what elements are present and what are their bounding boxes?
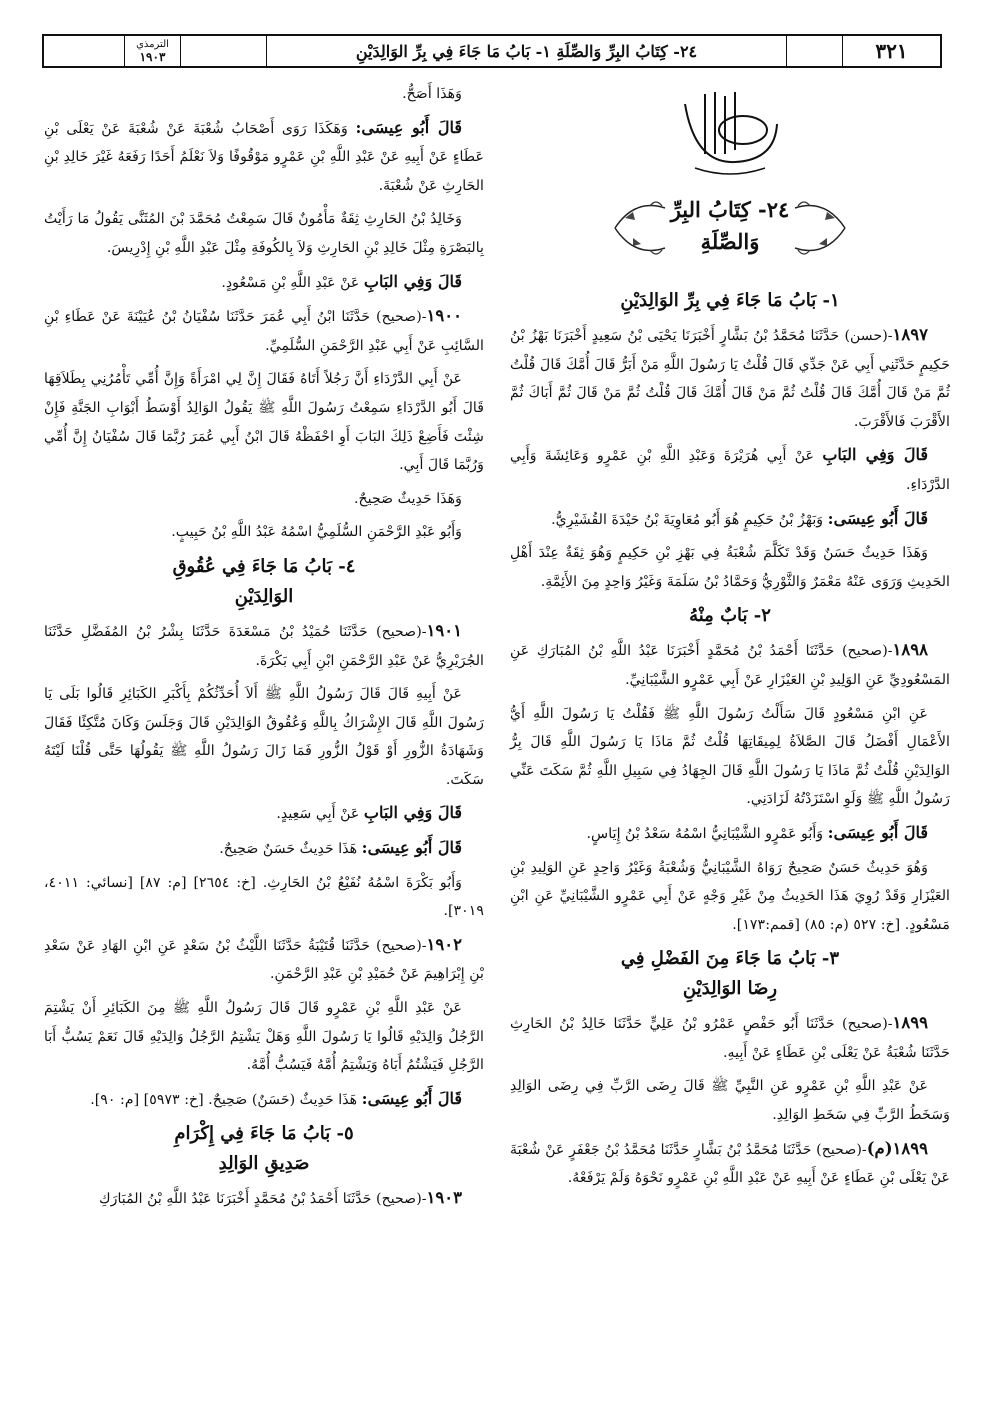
paragraph-text: هَذَا حَدِيثٌ (حَسَنٌ) صَحِيحٌ. [خ: ٥٩٧٣] [م: ٩٠].	[90, 1091, 358, 1108]
basmala-calligraphy-icon	[665, 84, 795, 180]
reference-label: الترمذي	[136, 39, 169, 50]
right-column	[510, 80, 950, 1193]
hadith-1898	[510, 636, 950, 694]
paragraph: وَهَذَا حَدِيثٌ صَحِيحٌ.	[354, 490, 462, 507]
paragraph: وَأَبُو بَكْرَةَ اسْمُهُ نُفَيْعُ بْنُ الحَارِثِ. [خ: ٢٦٥٤] [م: ٨٧] [نسائي: ٤٠١١، ٣٠١٩].	[44, 874, 484, 920]
chapter-heading: ١- بَابُ مَا جَاءَ فِي بِرِّ الوَالِدَيْنِ	[620, 290, 840, 311]
reference-box	[124, 36, 180, 66]
hadith-text: -(صحيح) حَدَّثَنَا أَبُو حَفْصٍ عَمْرُو بْنُ عَلِيٍّ حَدَّثَنَا خَالِدُ بْنُ الحَارِثِ حَدَّثَنَا شُعْبَةُ عَنْ يَعْلَى بْنِ عَطَاءٍ عَنْ أَبِيهِ.	[510, 1016, 950, 1061]
book-title-line: ٢٤- كِتَابُ البِرِّ	[670, 197, 790, 222]
hadith-1903	[44, 1184, 484, 1214]
hadith-number: ١٨٩٩(م)	[866, 1138, 928, 1158]
hadith-1899m	[510, 1135, 950, 1193]
paragraph: وَأَبُو عَبْدِ الرَّحْمَنِ السُّلَمِيُّ اسْمُهُ عَبْدُ اللَّهِ بْنُ حَبِيبٍ.	[171, 524, 462, 541]
keyword: قَالَ أَبُو عِيسَى:	[355, 117, 462, 137]
chapter-heading-line: ٣- بَابُ مَا جَاءَ مِنَ الفَضْلِ فِي	[620, 948, 840, 970]
keyword: قَالَ أَبُو عِيسَى:	[361, 838, 462, 858]
paragraph: عَنْ أَبِي الدَّرْدَاءِ أَنَّ رَجُلاً أَتَاهُ فَقَالَ إِنَّ لِي امْرَأَةً وَإِنَّ أُمِّي تَأْمُرُنِي بِطَلاَقِهَا قَالَ أَبُو الدَّرْدَاءِ سَمِعْتُ رَسُولَ اللَّهِ ﷺ يَقُولُ الوَالِدُ أَوْسَطُ أَبْوَابِ الجَنَّةِ فَإِنْ شِئْتَ فَأَضِعْ ذَلِكَ البَابَ أَوِ احْفَظْهُ قَالَ ابْنُ أَبِي عُمَرَ رُبَّمَا قَالَ سُفْيَانُ إِنَّ أُمِّي وَرُبَّمَا قَالَ أَبِي.	[44, 371, 484, 474]
keyword: قَالَ أَبُو عِيسَى:	[827, 822, 928, 842]
hadith-1900	[44, 302, 484, 360]
paragraph-text: عَنْ أَبِي هُرَيْرَةَ وَعَبْدِ اللَّهِ بْنِ عَمْرٍو وَعَائِشَةَ وَأَبِي الدَّرْدَاءِ.	[510, 448, 950, 493]
paragraph: عَنْ عَبْدِ اللَّهِ بْنِ عَمْرٍو قَالَ قَالَ رَسُولُ اللَّهِ ﷺ مِنَ الكَبَائِرِ أَنْ يَشْتِمَ الرَّجُلُ وَالِدَيْهِ قَالُوا يَا رَسُولَ اللَّهِ وَهَلْ يَشْتِمُ الرَّجُلُ وَالِدَيْهِ قَالَ نَعَمْ يَسُبُّ أَبَا الرَّجُلِ فَيَشْتُمُ أَبَاهُ وَيَشْتِمُ أُمَّهُ فَيَسُبُّ أُمَّهُ.	[44, 1000, 484, 1074]
paragraph	[44, 268, 484, 298]
paragraph	[510, 505, 950, 535]
hadith-text: -(صحيح) حَدَّثَنَا قُتَيْبَةُ حَدَّثَنَا اللَّيْثُ بْنُ سَعْدٍ عَنِ ابْنِ الهَادِ عَنْ سَعْدِ بْنِ إِبْرَاهِيمَ عَنْ حُمَيْدِ بْنِ عَبْدِ الرَّحْمَنِ.	[44, 937, 484, 983]
keyword: قَالَ وَفِي البَابِ	[822, 445, 928, 465]
book-title-line: وَالصِّلَةِ	[700, 229, 760, 254]
paragraph-text: عَنْ أَبِي سَعِيدٍ.	[276, 806, 360, 823]
hadith-number: ١٩٠٣	[426, 1188, 462, 1208]
paragraph: عَنْ أَبِيهِ قَالَ قَالَ رَسُولُ اللَّهِ ﷺ أَلاَ أُحَدِّثُكُمْ بِأَكْبَرِ الكَبَائِرِ قَالُوا بَلَى يَا رَسُولَ اللَّهِ قَالَ الإِشْرَاكُ بِاللَّهِ وَعُقُوقُ الوَالِدَيْنِ قَالَ وَجَلَسَ وَكَانَ مُتَّكِئًا فَقَالَ وَشَهَادَةُ الزُّورِ أَوْ قَوْلُ الزُّورِ فَمَا زَالَ رَسُولُ اللَّهِ ﷺ يَقُولُهَا حَتَّى قُلْنَا لَيْتَهُ سَكَتَ.	[44, 686, 484, 788]
hadith-text: -(صحيح) حَدَّثَنَا حُمَيْدُ بْنُ مَسْعَدَةَ حَدَّثَنَا بِشْرُ بْنُ المُفَضَّلِ حَدَّثَنَا الجُرَيْرِيُّ عَنْ عَبْدِ الرَّحْمَنِ ابْنِ أَبِي بَكْرَةَ.	[44, 623, 484, 669]
hadith-1901	[44, 617, 484, 675]
paragraph	[44, 1085, 484, 1115]
keyword: قَالَ وَفِي البَابِ	[363, 271, 462, 291]
paragraph	[44, 799, 484, 829]
chapter-heading	[510, 944, 950, 1004]
page-header	[42, 34, 942, 68]
hadith-text: -(صحيح) حَدَّثَنَا ابْنُ أَبِي عُمَرَ حَدَّثَنَا سُفْيَانُ بْنُ عُيَيْنَةَ عَنْ عَطَاءِ بْنِ السَّائِبِ عَنْ أَبِي عَبْدِ الرَّحْمَنِ السُّلَمِيِّ.	[44, 309, 484, 354]
hadith-number: ١٩٠٢	[426, 934, 462, 954]
hadith-text: -(صحيح) حَدَّثَنَا أَحْمَدُ بْنُ مُحَمَّدٍ أَخْبَرَنَا عَبْدُ اللَّهِ بْنُ المُبَارَكِ عَنِ المَسْعُودِيِّ عَنِ الوَلِيدِ بْنِ العَيْزَارِ عَنْ أَبِي عَمْرٍو الشَّيْبَانِيِّ.	[510, 643, 950, 688]
hadith-text: -(صحيح) حَدَّثَنَا مُحَمَّدُ بْنُ بَشَّارٍ حَدَّثَنَا مُحَمَّدُ بْنُ جَعْفَرٍ عَنْ شُعْبَةَ عَنْ يَعْلَى بْنِ عَطَاءٍ عَنْ أَبِيهِ عَنْ عَبْدِ اللَّهِ بْنِ عَمْرٍو نَحْوَهُ وَلَمْ يَرْفَعْهُ.	[510, 1141, 950, 1187]
hadith-number: ١٨٩٧	[892, 325, 928, 344]
hadith-number: ١٨٩٩	[892, 1013, 928, 1033]
chapter-heading-line: الوَالِدَيْنِ	[234, 585, 294, 607]
paragraph-text: وَبَهْزُ بْنُ حَكِيمٍ هُوَ أَبُو مُعَاوِيَةَ بْنُ حَيْدَةَ القُشَيْرِيُّ.	[551, 511, 824, 528]
paragraph-text: عَنْ عَبْدِ اللَّهِ بْنِ مَسْعُودٍ.	[221, 274, 360, 291]
paragraph	[44, 834, 484, 864]
paragraph-text: هَذَا حَدِيثٌ حَسَنٌ صَحِيحٌ.	[219, 841, 358, 858]
paragraph: عَنْ عَبْدِ اللَّهِ بْنِ عَمْرٍو عَنِ النَّبِيِّ ﷺ قَالَ رِضَى الرَّبِّ فِي رِضَى الوَالِدِ وَسَخَطُ الرَّبِّ فِي سَخَطِ الوَالِدِ.	[510, 1078, 950, 1124]
paragraph-text: وَهَكَذَا رَوَى أَصْحَابُ شُعْبَةَ عَنْ شُعْبَةَ عَنْ يَعْلَى بْنِ عَطَاءٍ عَنْ أَبِيهِ عَنْ عَبْدِ اللَّهِ بْنِ عَمْرٍو مَوْقُوفًا وَلاَ نَعْلَمُ أَحَدًا رَفَعَهُ غَيْرَ خَالِدِ بْنِ الحَارِثِ عَنْ شُعْبَةَ.	[44, 120, 484, 194]
paragraph: وَهَذَا أَصَحُّ.	[402, 86, 462, 102]
hadith-number: ١٨٩٨	[892, 640, 928, 660]
hadith-1899	[510, 1009, 950, 1067]
book-title	[605, 194, 855, 258]
hadith-number: ١٩٠٠	[426, 306, 462, 326]
hadith-text: -(حسن) حَدَّثَنَا مُحَمَّدُ بْنُ بَشَّارٍ أَخْبَرَنَا يَحْيَى بْنُ سَعِيدٍ أَخْبَرَنَا بَهْزُ بْنُ حَكِيمٍ حَدَّثَنِي أَبِي عَنْ جَدِّي قَالَ قُلْتُ يَا رَسُولَ اللَّهِ مَنْ أَبَرُّ قَالَ أُمَّكَ قَالَ قُلْتُ ثُمَّ مَنْ قَالَ أُمَّكَ قَالَ قُلْتُ ثُمَّ مَنْ قَالَ أُمَّكَ قَالَ قُلْتُ ثُمَّ مَنْ قَالَ ثُمَّ أَبَاكَ ثُمَّ الأَقْرَبَ فَالأَقْرَبَ.	[510, 328, 950, 430]
keyword: قَالَ وَفِي البَابِ	[363, 803, 462, 823]
paragraph: وَهَذَا حَدِيثٌ حَسَنٌ وَقَدْ تَكَلَّمَ شُعْبَةُ فِي بَهْزِ بْنِ حَكِيمٍ وَهُوَ ثِقَةٌ عِنْدَ أَهْلِ الحَدِيثِ وَرَوَى عَنْهُ مَعْمَرٌ وَالثَّوْرِيُّ وَحَمَّادُ بْنُ سَلَمَةَ وَغَيْرُ وَاحِدٍ مِنَ الأَئِمَّةِ.	[510, 545, 950, 590]
book-title-ornament	[605, 188, 855, 268]
keyword: قَالَ أَبُو عِيسَى:	[827, 508, 928, 528]
hadith-1897	[510, 321, 950, 436]
reference-number: ١٩٠٣	[139, 50, 166, 64]
chapter-heading: ٢- بَابٌ مِنْهُ	[689, 605, 771, 627]
chapter-heading-line: ٤- بَابُ مَا جَاءَ فِي عُقُوقِ	[172, 555, 356, 577]
hadith-1902	[44, 931, 484, 989]
paragraph	[44, 114, 484, 201]
chapter-heading-line: صَدِيقِ الوَالِدِ	[218, 1153, 310, 1175]
paragraph-text: وَأَبُو عَمْرٍو الشَّيْبَانِيُّ اسْمُهُ سَعْدُ بْنُ إِيَاسٍ.	[586, 825, 824, 842]
paragraph	[510, 819, 950, 849]
paragraph	[510, 441, 950, 499]
page-number: ٣٢١	[842, 36, 940, 66]
chapter-heading	[44, 552, 484, 612]
paragraph: عَنِ ابْنِ مَسْعُودٍ قَالَ سَأَلْتُ رَسُولَ اللَّهِ ﷺ فَقُلْتُ يَا رَسُولَ اللَّهِ أَيُّ الأَعْمَالِ أَفْضَلُ قَالَ الصَّلاَةُ لِمِيقَاتِهَا قُلْتُ ثُمَّ مَاذَا يَا رَسُولَ اللَّهِ قَالَ بِرُّ الوَالِدَيْنِ قُلْتُ ثُمَّ مَاذَا يَا رَسُولَ اللَّهِ قَالَ الجِهَادُ فِي سَبِيلِ اللَّهِ ثُمَّ سَكَتَ عَنِّي رَسُولُ اللَّهِ ﷺ وَلَوِ اسْتَزَدْتُهُ لَزَادَنِي.	[510, 705, 950, 808]
header-spacer	[786, 36, 842, 66]
chapter-heading-line: ٥- بَابُ مَا جَاءَ فِي إِكْرَامِ	[174, 1123, 354, 1145]
hadith-text: -(صحيح) حَدَّثَنَا أَحْمَدُ بْنُ مُحَمَّدٍ أَخْبَرَنَا عَبْدُ اللَّهِ بْنُ المُبَارَكِ	[98, 1191, 427, 1208]
running-title: ٢٤- كِتَابُ البِرِّ وَالصِّلَةِ ١- بَابُ مَا جَاءَ فِي بِرِّ الوَالِدَيْنِ	[266, 36, 786, 66]
header-spacer	[180, 36, 266, 66]
chapter-heading	[44, 1119, 484, 1179]
hadith-number: ١٩٠١	[426, 620, 462, 640]
left-column	[44, 80, 484, 1214]
chapter-heading-line: رِضَا الوَالِدَيْنِ	[682, 978, 778, 1000]
header-spacer	[44, 36, 124, 66]
paragraph: وَهُوَ حَدِيثٌ حَسَنٌ صَحِيحٌ رَوَاهُ الشَّيْبَانِيُّ وَشُعْبَةُ وَغَيْرُ وَاحِدٍ عَنِ الوَلِيدِ بْنِ العَيْزَارِ وَقَدْ رُوِيَ هَذَا الحَدِيثُ مِنْ غَيْرِ وَجْهٍ عَنْ أَبِي عَمْرٍو الشَّيْبَانِيِّ عَنِ ابْنِ مَسْعُودٍ. [خ: ٥٢٧ (م: ٨٥) [قمم:١٧٣].	[510, 859, 950, 933]
keyword: قَالَ أَبُو عِيسَى:	[361, 1088, 462, 1108]
paragraph: وَخَالِدُ بْنُ الحَارِثِ ثِقَةٌ مَأْمُونٌ قَالَ سَمِعْتُ مُحَمَّدَ بْنَ المُثَنَّى يَقُولُ مَا رَأَيْتُ بِالبَصْرَةِ مِثْلَ خَالِدِ بْنِ الحَارِثِ وَلاَ بِالكُوفَةِ مِثْلَ عَبْدِ اللَّهِ بْنِ إِدْرِيسَ.	[44, 211, 484, 256]
